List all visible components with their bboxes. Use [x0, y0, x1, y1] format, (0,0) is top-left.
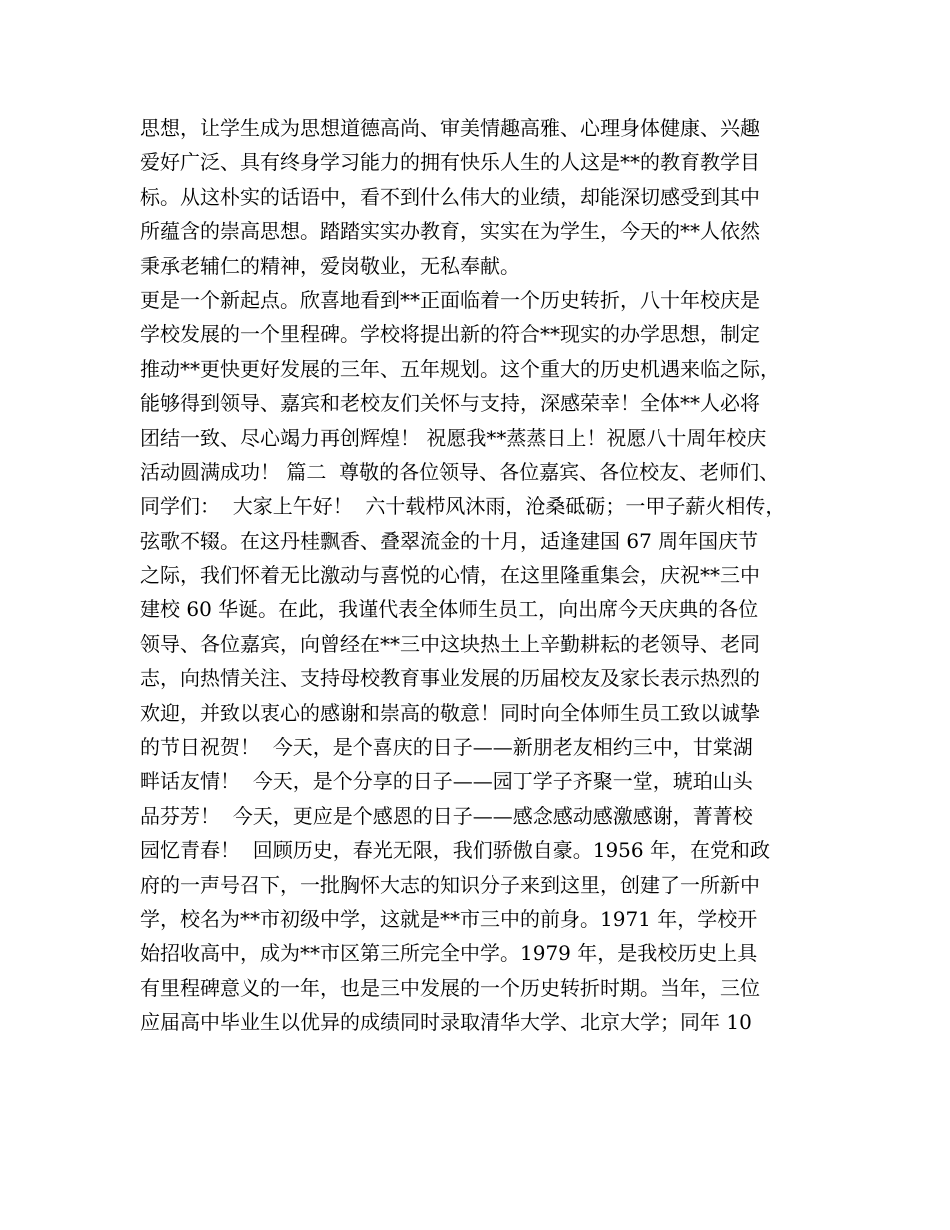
- text-line: 畔话友情！ 今天，是个分享的日子——园丁学子齐聚一堂，琥珀山头: [140, 769, 753, 794]
- text-line: 领导、各位嘉宾，向曾经在**三中这块热土上辛勤耕耘的老领导、老同: [140, 631, 760, 656]
- text-line: 标。从这朴实的话语中，看不到什么伟大的业绩，却能深切感受到其中: [140, 184, 760, 209]
- text-line: 推动**更快更好发展的三年、五年规划。这个重大的历史机遇来临之际，: [140, 356, 780, 381]
- text-line: 爱好广泛、具有终身学习能力的拥有快乐人生的人这是**的教育教学目: [140, 150, 760, 175]
- text-line: 弦歌不辍。在这丹桂飘香、叠翠流金的十月，适逢建国 67 周年国庆节: [140, 528, 759, 553]
- text-line: 同学们： 大家上午好！ 六十载栉风沐雨，沧桑砥砺；一甲子薪火相传，: [140, 494, 786, 519]
- text-line: 品芬芳！ 今天，更应是个感恩的日子——感念感动感激感谢，菁菁校: [140, 803, 753, 828]
- text-line: 学校发展的一个里程碑。学校将提出新的符合**现实的办学思想，制定: [140, 322, 760, 347]
- text-line: 更是一个新起点。欣喜地看到**正面临着一个历史转折，八十年校庆是: [140, 287, 760, 312]
- text-line: 始招收高中，成为**市区第三所完全中学。1979 年，是我校历史上具: [140, 941, 758, 966]
- text-line: 志，向热情关注、支持母校教育事业发展的历届校友及家长表示热烈的: [140, 666, 760, 691]
- text-line: 建校 60 华诞。在此，我谨代表全体师生员工，向出席今天庆典的各位: [140, 597, 759, 622]
- text-line: 欢迎，并致以衷心的感谢和崇高的敬意！同时向全体师生员工致以诚挚: [140, 700, 760, 725]
- text-line: 应届高中毕业生以优异的成绩同时录取清华大学、北京大学；同年 10: [140, 1010, 752, 1035]
- text-line: 之际，我们怀着无比激动与喜悦的心情，在这里隆重集会，庆祝**三中: [140, 563, 760, 588]
- text-line: 团结一致、尽心竭力再创辉煌！ 祝愿我**蒸蒸日上！祝愿八十周年校庆: [140, 425, 767, 450]
- text-line: 有里程碑意义的一年，也是三中发展的一个历史转折时期。当年，三位: [140, 975, 760, 1000]
- text-line: 能够得到领导、嘉宾和老校友们关怀与支持，深感荣幸！全体**人必将: [140, 391, 760, 416]
- text-line: 思想，让学生成为思想道德高尚、审美情趣高雅、心理身体健康、兴趣: [140, 116, 760, 140]
- text-line: 活动圆满成功！ 篇二 尊敬的各位领导、各位嘉宾、各位校友、老师们、: [140, 459, 780, 484]
- text-line: 府的一声号召下，一批胸怀大志的知识分子来到这里，创建了一所新中: [140, 872, 760, 897]
- body-text: [140, 111, 830, 1040]
- text-line: 学，校名为**市初级中学，这就是**市三中的前身。1971 年，学校开: [140, 906, 758, 931]
- text-line: 秉承老辅仁的精神，爱岗敬业，无私奉献。: [140, 253, 520, 278]
- text-line: 所蕴含的崇高思想。踏踏实实办教育，实实在为学生，今天的**人依然: [140, 219, 760, 244]
- text-line: 园忆青春！ 回顾历史，春光无限，我们骄傲自豪。1956 年，在党和政: [140, 838, 770, 863]
- text-line: 的节日祝贺！ 今天，是个喜庆的日子——新朋老友相约三中，甘棠湖: [140, 735, 753, 760]
